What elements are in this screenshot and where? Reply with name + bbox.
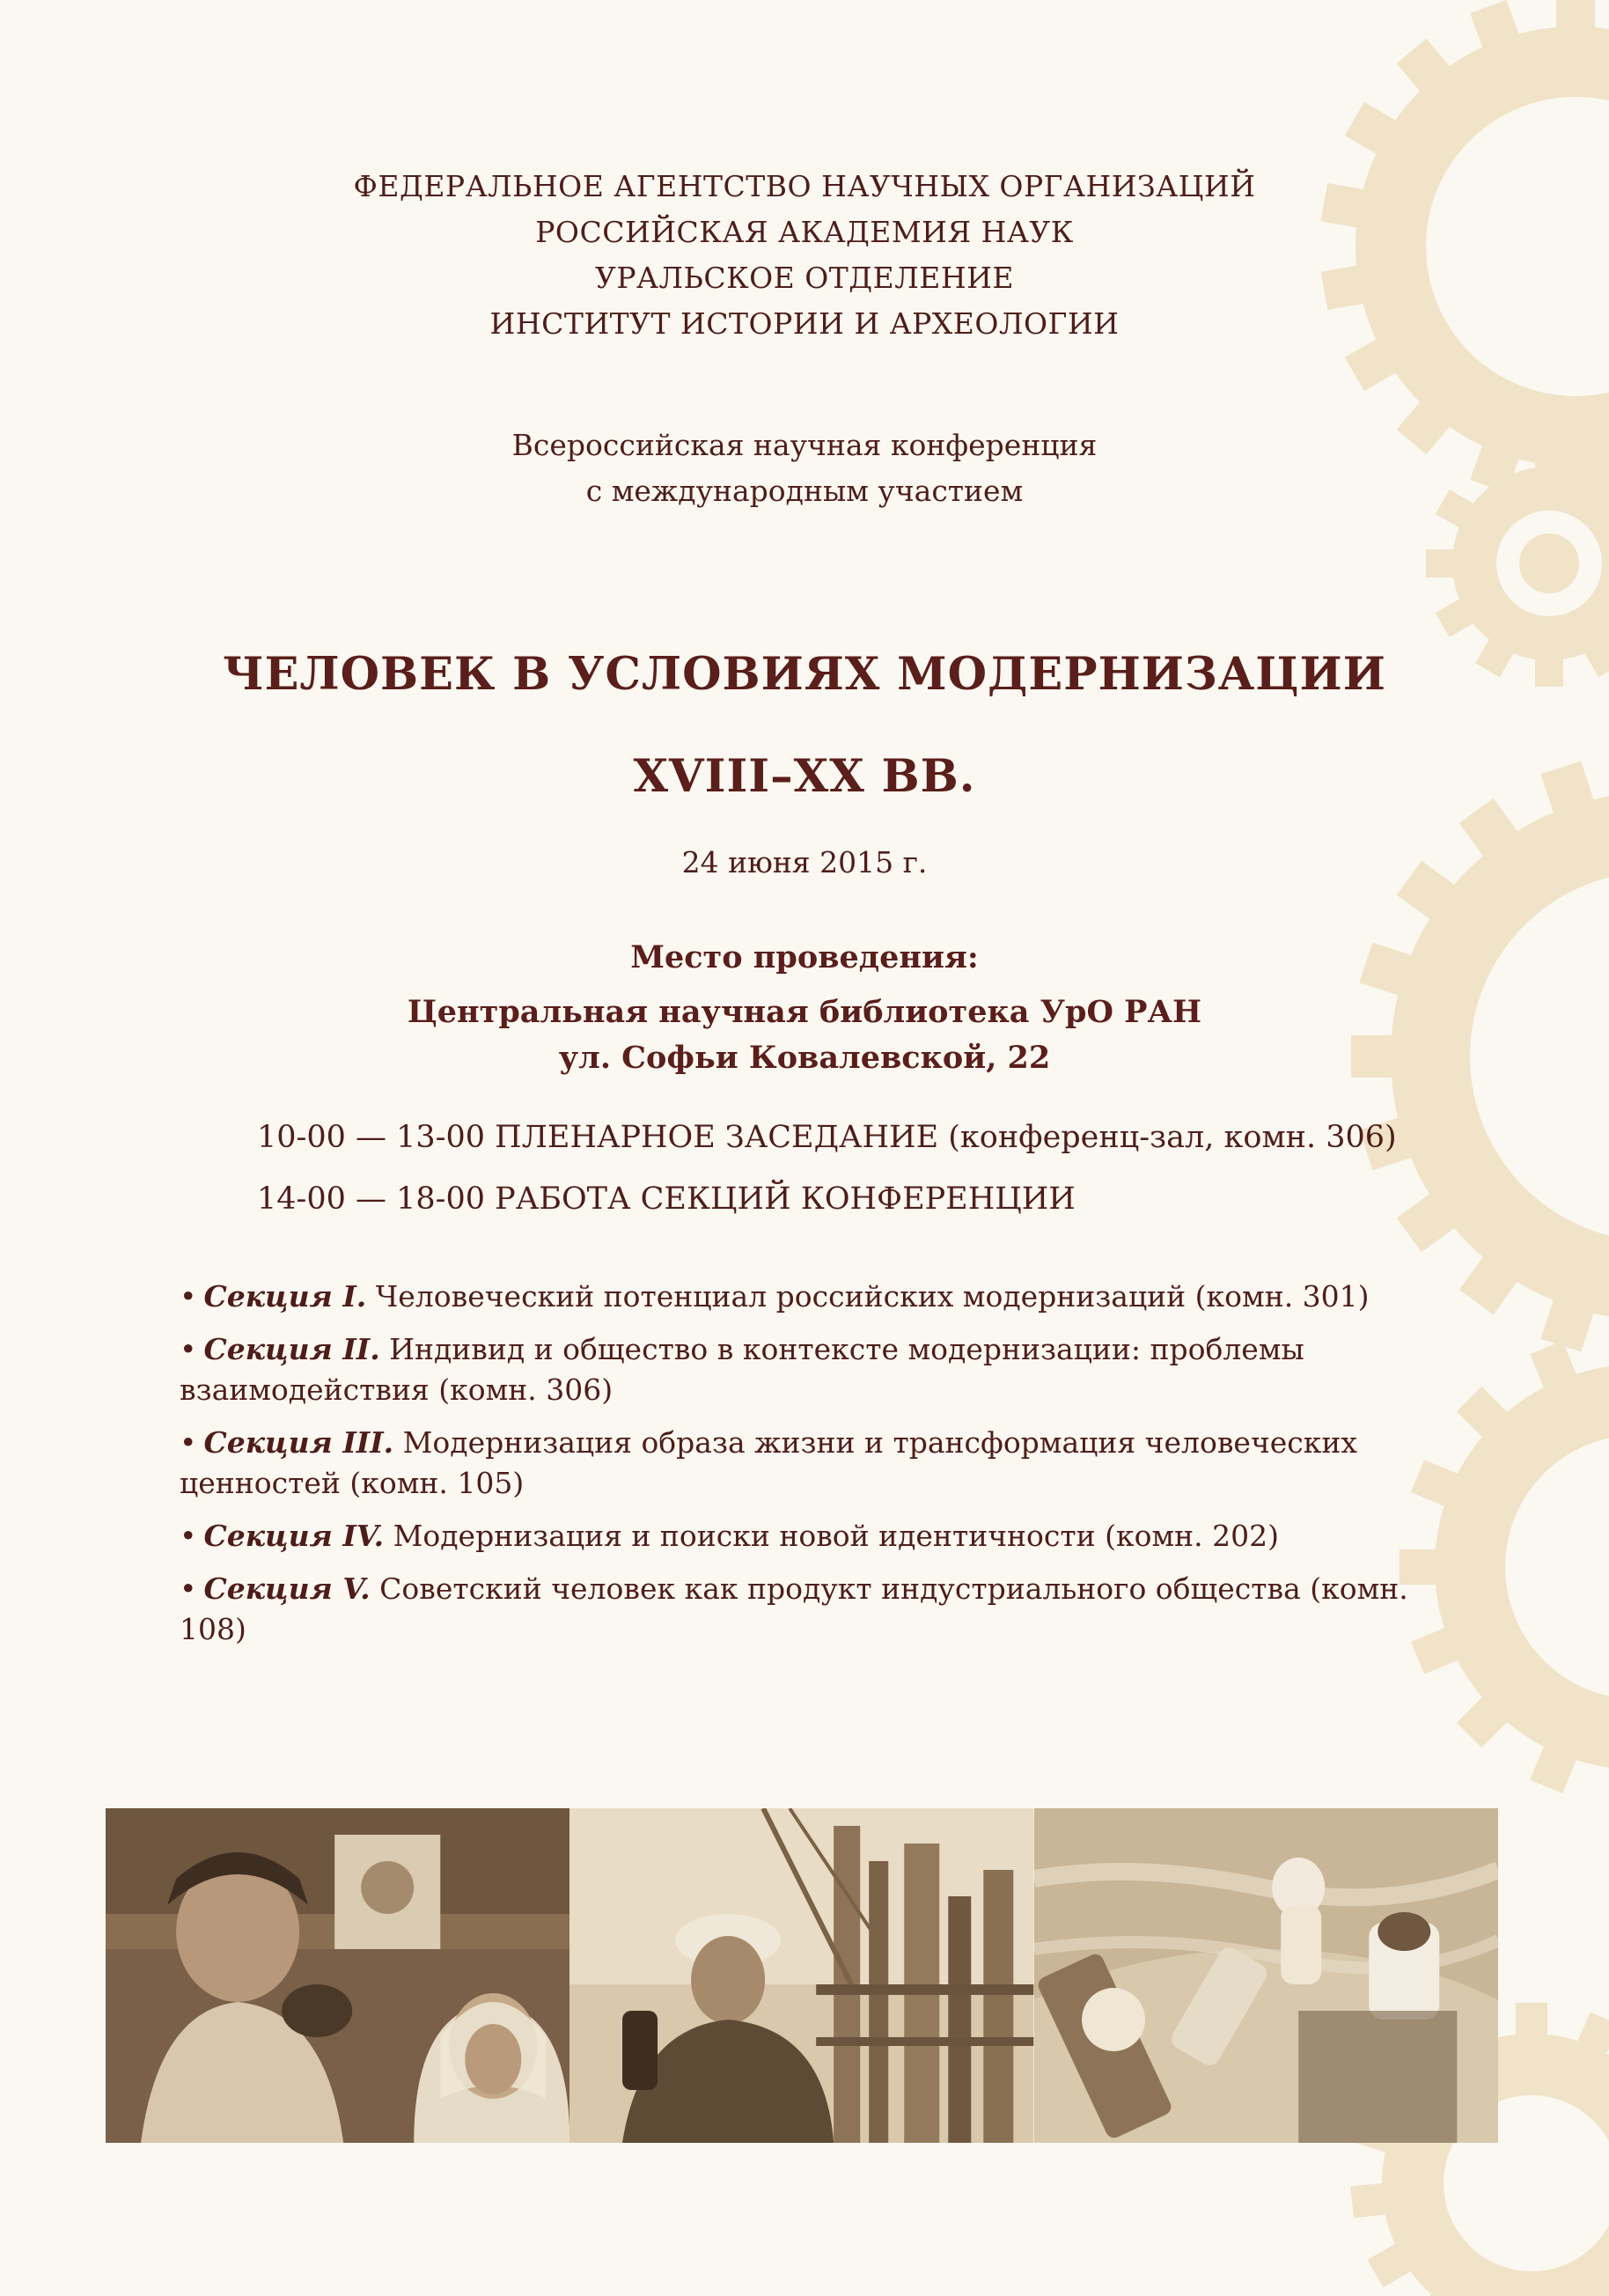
bullet-icon: •: [180, 1519, 197, 1553]
org-line: РОССИЙСКАЯ АКАДЕМИЯ НАУК: [535, 215, 1074, 249]
section-item: [180, 1516, 1465, 1556]
bullet-icon: •: [180, 1425, 197, 1460]
schedule-item: 10-00 — 13-00 ПЛЕНАРНОЕ ЗАСЕДАНИЕ (конференц-зал, комн. 306): [257, 1120, 1397, 1155]
org-line: ИНСТИТУТ ИСТОРИИ И АРХЕОЛОГИИ: [489, 306, 1120, 341]
conference-type-line: Всероссийская научная конференция: [511, 428, 1098, 462]
conference-title: ЧЕЛОВЕК В УСЛОВИЯХ МОДЕРНИЗАЦИИ: [223, 648, 1386, 701]
section-name: Секция II.: [203, 1332, 380, 1366]
section-text: Человеческий потенциал российских модернизаций (комн. 301): [375, 1279, 1370, 1314]
conference-type: [0, 423, 1609, 514]
conference-date: 24 июня 2015 г.: [681, 845, 928, 879]
section-name: Секция V.: [203, 1571, 371, 1606]
photo-strip: [106, 1808, 1498, 2143]
section-item: [180, 1329, 1465, 1410]
org-line: ФЕДЕРАЛЬНОЕ АГЕНТСТВО НАУЧНЫХ ОРГАНИЗАЦИЙ: [353, 169, 1256, 203]
conference-type-line: с международным участием: [585, 474, 1024, 508]
section-item: [180, 1569, 1465, 1650]
schedule-item: 14-00 — 18-00 РАБОТА СЕКЦИЙ КОНФЕРЕНЦИИ: [257, 1181, 1076, 1217]
section-text: Модернизация образа жизни и трансформация человеческих ценностей (комн. 105): [180, 1425, 1358, 1500]
photo-craftsman-and-woman-icon: [106, 1808, 569, 2143]
section-item: [180, 1423, 1465, 1504]
section-name: Секция I.: [203, 1279, 367, 1314]
bullet-icon: •: [180, 1279, 197, 1314]
bullet-icon: •: [180, 1571, 197, 1606]
venue-label: Место проведения:: [630, 939, 979, 975]
section-text: Советский человек как продукт индустриального общества (комн. 108): [180, 1571, 1408, 1646]
venue-name: Центральная научная библиотека УрО РАН: [407, 994, 1202, 1030]
conference-title-period: XVIII–XX ВВ.: [633, 750, 976, 803]
section-text: Индивид и общество в контексте модернизации: проблемы взаимодействия (комн. 306): [180, 1332, 1304, 1407]
organization-header: [0, 164, 1609, 347]
venue: [0, 931, 1609, 1081]
section-text: Модернизация и поиски новой идентичности (комн. 202): [393, 1519, 1279, 1553]
photo-cosmonaut-spacewalk-icon: [1034, 1808, 1498, 2143]
section-item: [180, 1277, 1465, 1317]
venue-address: ул. Софьи Ковалевской, 22: [558, 1040, 1051, 1076]
sections-list: [180, 1277, 1465, 1662]
bullet-icon: •: [180, 1332, 197, 1366]
photo-industrial-worker-refinery-icon: [569, 1808, 1033, 2143]
section-name: Секция III.: [203, 1425, 394, 1460]
org-line: УРАЛЬСКОЕ ОТДЕЛЕНИЕ: [595, 261, 1014, 295]
section-name: Секция IV.: [203, 1519, 385, 1553]
